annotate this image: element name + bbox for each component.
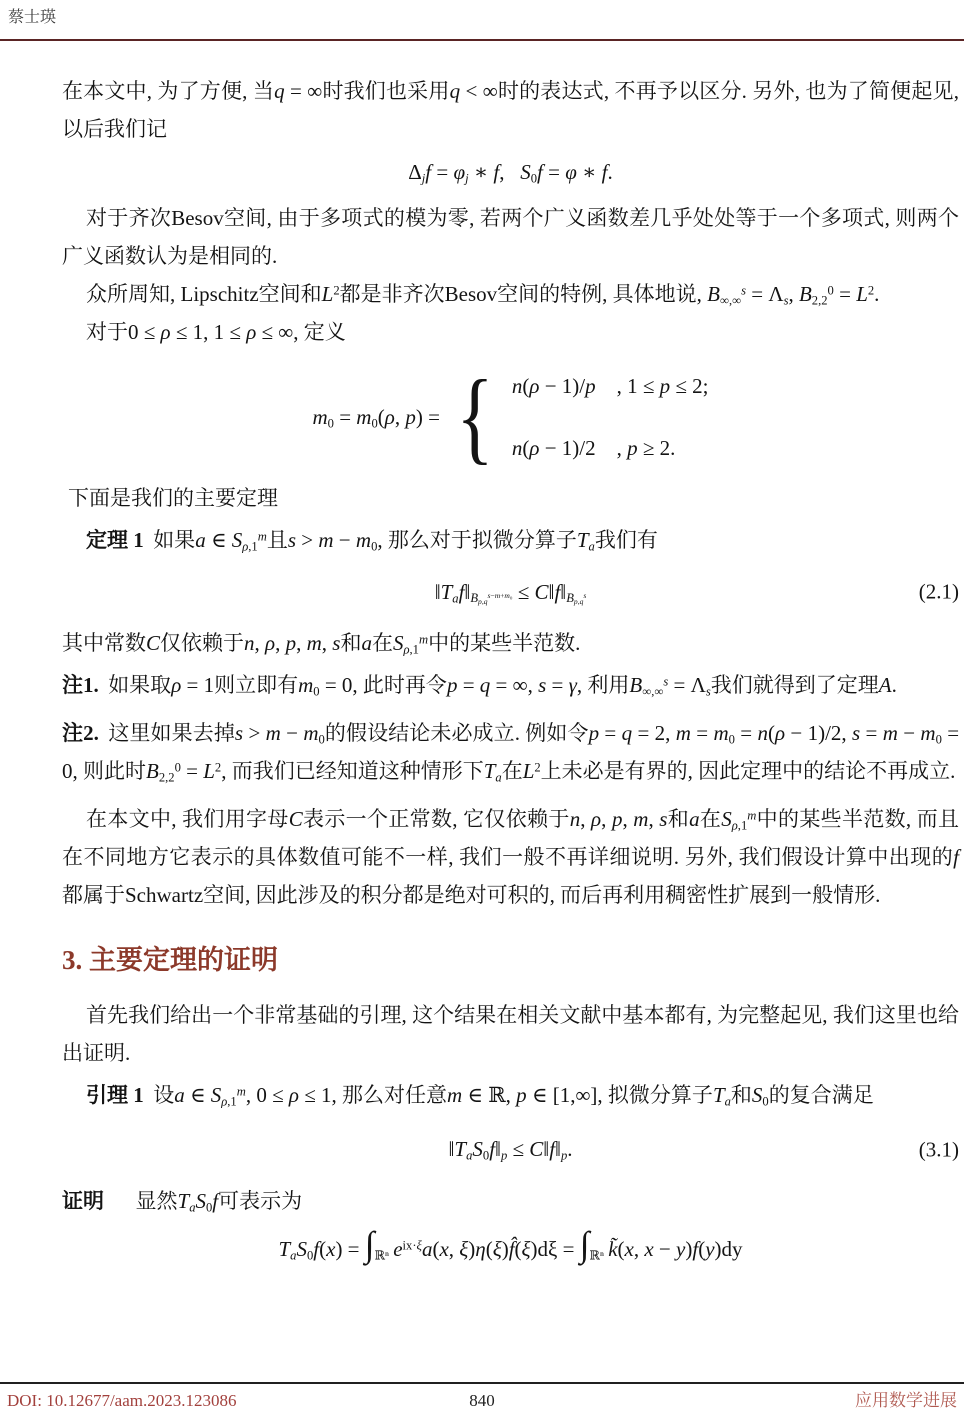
paragraph-q-convention: 在本文中, 为了方便, 当q = ∞时我们也采用q < ∞时的表达式, 不再予以区分. 另外, 也为了简便起见, 以后我们记	[62, 79, 959, 141]
case-row-2: n(ρ − 1)/2 , p ≥ 2.	[511, 435, 676, 460]
formula: $\Delta_jf = \varphi_j$ ∗ f, $S_0f = \varphi$ ∗ f.	[408, 160, 613, 186]
equation-delta-definition	[62, 157, 959, 189]
remark-2-label: 注2.	[62, 721, 99, 745]
lemma-1	[62, 1076, 959, 1114]
paragraph-rho-range: 对于0 ≤ ρ ≤ 1, 1 ≤ ρ ≤ ∞, 定义	[86, 319, 346, 344]
page-footer	[0, 1382, 964, 1413]
remark-1	[62, 666, 959, 704]
proof-label: 证明	[62, 1188, 104, 1213]
equation-3-1	[62, 1134, 959, 1166]
paragraph-homogeneous-besov: 对于齐次Besov空间, 由于多项式的模为零, 若两个广义函数差几乎处处等于一个多项式, 则两个广义函数认为是相同的.	[62, 205, 959, 268]
remark-1-text: 如果取ρ = 1则立即有$m_0 = 0$, 此时再令p = q = ∞, s = γ, 利用$B_{\infty,\infty}^s = \Lambda_s$我们就得到了定理A.	[108, 673, 897, 699]
equation-kernel-representation	[62, 1223, 959, 1266]
proof-text: 显然$T_aS_0f$可表示为	[135, 1188, 303, 1215]
journal-name: 应用数学进展	[855, 1391, 957, 1410]
theorem-1	[62, 521, 959, 559]
formula: $T_aS_0f(x) = \int_{ℝ^n}$ $e^{ix\cdot\xi}a(x$, ξ)η(ξ)f̂(ξ)dξ = $\int_{ℝ^n}$ k̃(x, x − y)f(y)dy	[278, 1223, 743, 1264]
equation-m0-cases	[62, 358, 959, 474]
section-heading: 3. 主要定理的证明	[62, 945, 278, 975]
proof-paragraph	[62, 1182, 959, 1220]
lemma-1-label: 引理 1	[86, 1083, 144, 1107]
formula-lhs: $m_0 = m_0(\rho$, p) =	[312, 404, 440, 431]
cases-column	[512, 367, 709, 467]
paragraph-main-theorem-intro: 下面是我们的主要定理	[68, 485, 278, 510]
paragraph-constant-c: 其中常数C仅依赖于n, ρ, p, m, s和a在$S_{\rho,1}^m$中的某些半范数.	[62, 631, 581, 657]
theorem-1-label: 定理 1	[86, 527, 144, 552]
running-head-author: 蔡士瑛	[8, 9, 57, 26]
case-row-1: n(ρ − 1)/p , 1 ≤ p ≤ 2;	[511, 373, 709, 398]
paragraph-lipschitz-l2: 众所周知, Lipschitz空间和$L^2$都是非齐次Besov空间的特例, 具体地说, $B_{\infty,\infty}^s = \Lambda_s$, $B_{2,2}^0 = L^2$.	[86, 281, 880, 308]
remark-2-text: 这里如果去掉$s > m - m_0$的假设结论未必成立. 例如令p = q = 2, $m = m_0 = n(\rho - 1)/2$, $s = m - m_0 = 0$, 则此时$B_{2,2}^0 = L^2$, 而我们已经知道这种情形下$T_a$在$L^2$上未必是有界的, 因此定理中的结论不再成立.	[62, 721, 960, 785]
curly-brace: {	[456, 358, 494, 474]
equation-2-1	[62, 577, 959, 609]
remark-2	[62, 714, 959, 790]
formula: $‖T_af‖_{B_{p,q}^{s-m+m_0}}$ ≤ $C‖f‖_{B_{p,q}^s}$	[434, 579, 587, 607]
theorem-1-text: 如果a ∈ $S_{\rho,1}^m$且$s > m - m_0$, 那么对于拟微分算子$T_a$我们有	[153, 527, 658, 554]
lemma-1-text: 设a ∈ $S_{\rho,1}^m$, 0 ≤ ρ ≤ 1, 那么对任意m ∈ ℝ, p ∈ [1,∞], 拟微分算子$T_a$和$S_0$的复合满足	[153, 1083, 874, 1109]
paragraph-notation-convention: 在本文中, 我们用字母C表示一个正常数, 它仅依赖于n, ρ, p, m, s和a在$S_{\rho,1}^m$中的某些半范数, 而且在不同地方它表示的具体数值可能不一样, 我们一般不再详细说明. 另外, 我们假设计算中出现的f都属于Schwartz空间, 因此涉及的积分都是绝对可积的, 而后再利用稠密性扩展到一般情形.	[62, 807, 960, 907]
doi-text: DOI: 10.12677/aam.2023.123086	[7, 1391, 237, 1410]
article-body	[62, 66, 959, 1265]
equation-number: (2.1)	[918, 579, 959, 604]
remark-1-label: 注1.	[62, 673, 99, 697]
page-number: 840	[469, 1391, 495, 1410]
header-rule	[0, 39, 964, 41]
paragraph-lemma-intro: 首先我们给出一个非常基础的引理, 这个结果在相关文献中基本都有, 为完整起见, 我们这里也给出证明.	[62, 1003, 959, 1065]
equation-number: (3.1)	[918, 1137, 959, 1161]
formula: $‖T_aS_0f‖_p$ ≤ $C‖f‖_p$.	[448, 1137, 573, 1163]
